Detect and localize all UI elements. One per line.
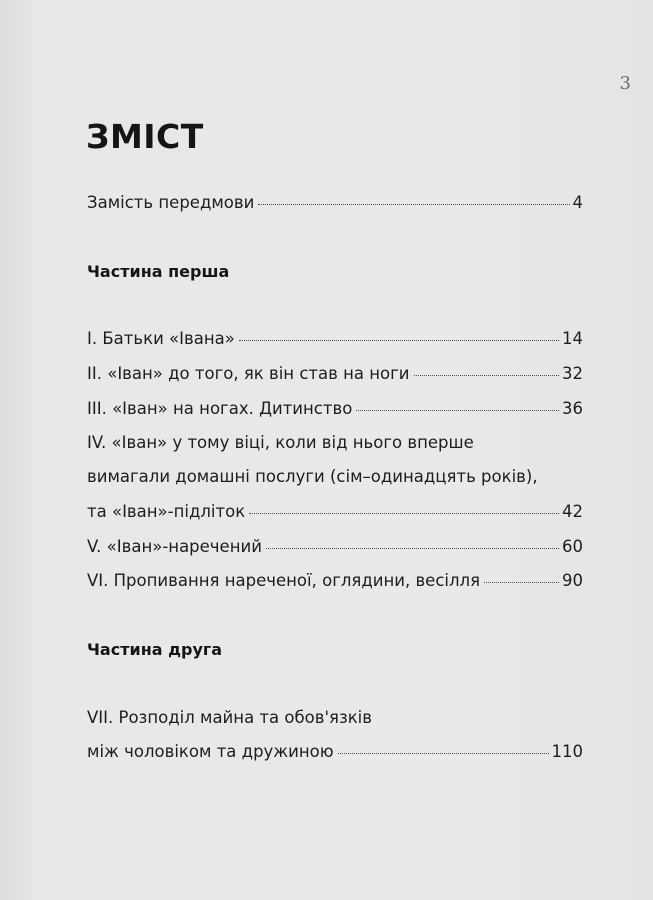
toc-entry-chapter-4-line-2: вимагали домашні послуги (сім–одинадцять років), xyxy=(87,467,538,486)
dot-leader xyxy=(266,548,559,549)
toc-entry-chapter-7-line-1: VII. Розподіл майна та обов'язків xyxy=(87,708,372,727)
toc-entry-chapter-2 xyxy=(87,364,583,384)
dot-leader xyxy=(338,753,549,754)
dot-leader xyxy=(249,513,559,514)
part-one-heading: Частина перша xyxy=(87,262,230,281)
toc-entry-text: Замість передмови xyxy=(87,193,255,212)
toc-entry-text: II. «Іван» до того, як він став на ноги xyxy=(87,364,410,383)
toc-entry-text: VI. Пропивання нареченої, оглядини, весілля xyxy=(87,571,481,590)
toc-entry-text: та «Іван»-підліток xyxy=(87,502,246,521)
toc-entry-page: 4 xyxy=(572,193,583,212)
dot-leader xyxy=(258,204,569,205)
toc-entry-chapter-4-line-1: IV. «Іван» у тому віці, коли від нього вперше xyxy=(87,433,474,452)
toc-entry-text: III. «Іван» на ногах. Дитинство xyxy=(87,399,353,418)
toc-entry-chapter-7 xyxy=(87,742,583,762)
toc-entry-page: 90 xyxy=(562,571,583,590)
toc-entry-chapter-4 xyxy=(87,502,583,522)
toc-entry-chapter-1 xyxy=(87,329,583,349)
contents-title: ЗМІСТ xyxy=(86,117,204,156)
toc-entry-text: між чоловіком та дружиною xyxy=(87,742,334,761)
dot-leader xyxy=(484,582,559,583)
toc-entry-chapter-3 xyxy=(87,399,583,419)
toc-entry-preface xyxy=(87,193,583,213)
page-number: 3 xyxy=(619,73,631,94)
toc-entry-page: 32 xyxy=(562,364,583,383)
dot-leader xyxy=(356,410,559,411)
toc-entry-page: 42 xyxy=(562,502,583,521)
toc-entry-page: 14 xyxy=(562,329,583,348)
toc-entry-page: 110 xyxy=(551,742,583,761)
toc-entry-chapter-6 xyxy=(87,571,583,591)
toc-entry-text: I. Батьки «Івана» xyxy=(87,329,235,348)
toc-entry-page: 36 xyxy=(562,399,583,418)
dot-leader xyxy=(414,375,559,376)
toc-entry-page: 60 xyxy=(562,537,583,556)
part-two-heading: Частина друга xyxy=(87,640,223,659)
toc-entry-chapter-5 xyxy=(87,537,583,557)
toc-entry-text: V. «Іван»-наречений xyxy=(87,537,262,556)
dot-leader xyxy=(239,340,559,341)
